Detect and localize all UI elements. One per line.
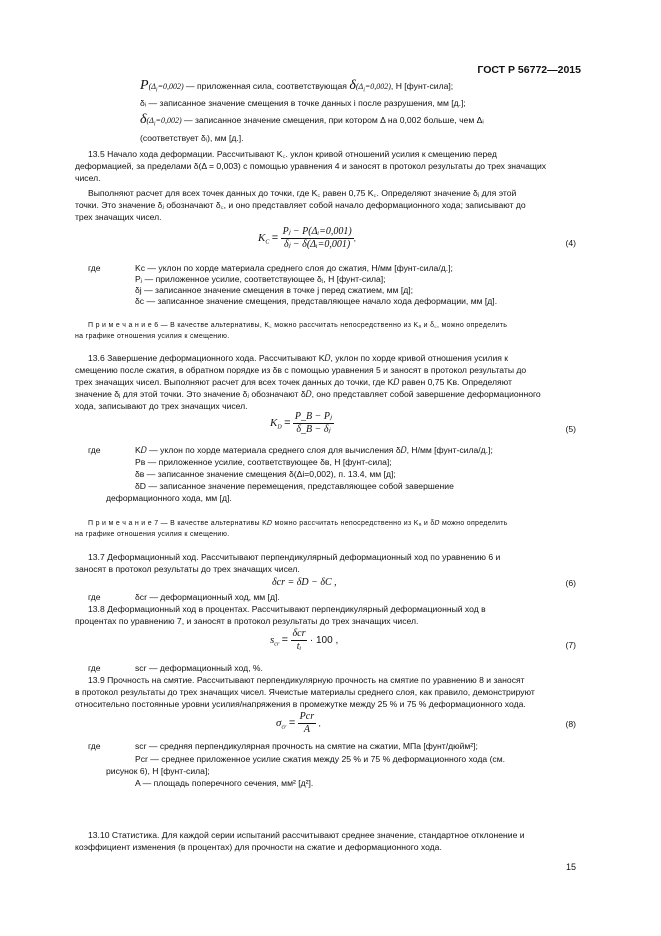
- where8-item3: A — площадь поперечного сечения, мм² [д²].: [135, 778, 314, 788]
- equation-5: $K_D$ = $\frac{\text{P\_B − Pⱼ}}{\text{δ\_B − δⱼ}}$: [270, 411, 332, 435]
- eq7-numerator: δcr: [292, 628, 306, 639]
- equation-6: δcr = δD − δC ,: [272, 577, 337, 588]
- p-delta: δ: [349, 78, 356, 93]
- s13-8-line1: 13.8 Деформационный ход в процентах. Рассчитывают перпендикулярный деформационный ход в: [88, 604, 486, 614]
- p-unit: , Н [фунт-сила];: [390, 81, 454, 91]
- eq8-lhs: σ: [276, 716, 282, 729]
- eq5-fraction: [293, 411, 334, 436]
- eq4-lhs-sub: C: [265, 239, 270, 246]
- eq5-number: (5): [565, 424, 576, 434]
- eq8-lhs-sub: cr: [281, 724, 287, 731]
- where8-item2b: рисунок 6), Н [фунт-сила];: [106, 766, 210, 776]
- page-number: 15: [565, 862, 576, 872]
- document-code: ГОСТ Р 56772—2015: [477, 64, 581, 76]
- s13-10-line2: коэффициент изменения (в процентах) для прочности на сжатие и деформационного хода.: [75, 842, 442, 852]
- s13-6-line5: хода, записывают до трех значащих чисел.: [75, 401, 248, 411]
- s13-6-line2: смещению после сжатия, в обратном порядке из δв с помощью уравнения 5 и заносят в протокол результаты до: [75, 365, 527, 375]
- eq4-denominator: δⱼ − δ(Δᵢ=0,001): [284, 239, 351, 250]
- eq5-denominator: δ_B − δⱼ: [296, 424, 331, 435]
- note6-line2: на графике отношения усилия к смещению.: [75, 333, 230, 340]
- eq8-tail: ,: [318, 717, 321, 728]
- s13-7-line1: 13.7 Деформационный ход. Рассчитывают перпендикулярный деформационный ход по уравнению 6 и: [88, 552, 501, 562]
- where4-item1: Kc — уклон по хорде материала среднего слоя до сжатия, Н/мм [фунт-сила/д.];: [135, 263, 453, 273]
- eq4-number: (4): [565, 238, 576, 248]
- where5-item2: Pв — приложенное усилие, соответствующее δв, Н [фунт-сила];: [135, 457, 392, 467]
- where4-gde: где: [88, 263, 101, 273]
- s13-9-line3: относительно постоянные уровни усилия/напряжения в промежутке между 25 % и 75 % деформационного хода.: [75, 699, 526, 709]
- where4-item4: δc — записанное значение смещения, представляющее начало хода деформации, мм [д].: [135, 296, 498, 306]
- where5-gde: где: [88, 445, 101, 455]
- s13-5-line5: точки. Это значение δⱼ обозначают δ꜀, и оно представляет собой начало деформационного хода; записывают до: [75, 200, 526, 210]
- where5-item4a: δD — записанное значение перемещения, представляющее собой завершение: [135, 481, 454, 491]
- equation-8: $\sigma_{cr}$ = $\frac{\text{Pcr}}{A}$ ,: [276, 711, 321, 735]
- eq8-number: (8): [565, 719, 576, 729]
- s13-9-line1: 13.9 Прочность на смятие. Рассчитывают перпендикулярную прочность на смятие по уравнению 8 и заносят: [88, 675, 525, 685]
- note7-line2: на графике отношения усилия к смещению.: [75, 531, 230, 538]
- s13-10-line1: 13.10 Статистика. Для каждой серии испытаний рассчитывают среднее значение, стандартное отклонение и: [88, 830, 525, 840]
- eq8-numerator: Pcr: [299, 711, 315, 722]
- eq7-tail: · 100 ,: [309, 634, 339, 646]
- note7-line1: П р и м е ч а н и е 7 — В качестве альтернативы K𝐷 можно рассчитать непосредственно из Kₐ и δ𝐷 можно определить: [88, 520, 508, 527]
- where7-gde: где: [88, 663, 101, 673]
- s13-5-line4: Выполняют расчет для всех точек данных до точки, где K꜀ равен 0,75 K꜀. Определяют значение δⱼ для этой: [88, 188, 517, 198]
- s13-6-line1: 13.6 Завершение деформационного хода. Рассчитывают K𝐷, уклон по хорде кривой отношения усилия к: [88, 353, 509, 363]
- equation-7: $s_{cr}$ = $\frac{\text{δcr}}{\text{tᵢ}}$ · 100 ,: [270, 628, 339, 652]
- eq7-lhs: s: [270, 633, 275, 646]
- s13-6-line3: трех значащих чисел. Выполняют расчет для всех точек данных до точки, где K𝐷 равен 0,75 Kв. Определяют: [75, 377, 512, 387]
- where8-item2a: Pcr — среднее приложенное усилие сжатия между 25 % и 75 % деформационного хода (см.: [135, 754, 506, 764]
- note6-line1: П р и м е ч а н и е 6 — В качестве альтернативы, K꜀ можно рассчитать непосредственно из Kₐ и δ꜀, можно определить: [88, 322, 508, 329]
- equation-4: $K_C$ = $\frac{\text{Pⱼ − P(Δᵢ=0,001)}}{\text{δⱼ − δ(Δᵢ=0,001)}}$ ,: [258, 226, 357, 250]
- def-d: $\delta(\Delta_i=0,002)$ — записанное значение смещения, при котором Δ на 0,002 больше, чем Δᵢ: [140, 112, 484, 128]
- def-p: $P(\Delta_i=0,002)$ — приложенная сила, соответствующая $\delta(\Delta_i=0,002)$, Н [фунт-сила];: [140, 78, 454, 94]
- s13-5-line3: чисел.: [75, 173, 101, 183]
- where6-item1: δcr — деформационный ход, мм [д].: [135, 592, 280, 602]
- p-text: — приложенная сила, соответствующая: [186, 81, 347, 91]
- where4-item3: δj — записанное значение смещения в точке j перед сжатием, мм [д];: [135, 285, 414, 295]
- where8-gde: где: [88, 741, 101, 751]
- s13-5-line6: трех значащих чисел.: [75, 212, 162, 222]
- where8-item1: scr — средняя перпендикулярная прочность на смятие на сжатии, МПа [фунт/дюйм²];: [135, 741, 478, 751]
- eq7-denominator: tᵢ: [296, 641, 302, 652]
- p-symbol: P: [140, 78, 149, 93]
- def-di: δᵢ — записанное значение смещения в точке данных i после разрушения, мм [д.];: [140, 98, 466, 108]
- eq7-fraction: [291, 628, 308, 653]
- where5-item4b: деформационного хода, мм [д].: [106, 493, 232, 503]
- s13-5-line2: деформацией, за пределами δ(Δ = 0,003) с помощью уравнения 4 и заносят в протокол результаты до трех значащих: [75, 161, 547, 171]
- where6-gde: где: [88, 592, 101, 602]
- eq6-number: (6): [565, 578, 576, 588]
- eq5-lhs-sub: D: [277, 424, 282, 431]
- eq4-lhs: K: [258, 231, 266, 244]
- eq8-denominator: A: [303, 724, 310, 735]
- eq7-number: (7): [565, 640, 576, 650]
- eq4-numerator: Pⱼ − P(Δᵢ=0,001): [282, 226, 352, 237]
- s13-7-line2: заносят в протокол результаты до трех значащих чисел.: [75, 564, 300, 574]
- eq5-lhs: K: [270, 416, 278, 429]
- where5-item3: δв — записанное значение смещения δ(Δi=0,002), п. 13.4, мм [д];: [135, 469, 396, 479]
- p-sub: (Δ: [148, 82, 156, 91]
- s13-5-line1: 13.5 Начало хода деформации. Рассчитывают K꜀. уклон кривой отношений усилия к смещению перед: [88, 149, 497, 159]
- eq5-numerator: P_B − Pⱼ: [294, 411, 332, 422]
- eq7-lhs-sub: cr: [274, 641, 280, 648]
- p-sub-i: i: [155, 87, 158, 94]
- def-d-cont: (соответствует δᵢ), мм [д.].: [140, 133, 244, 143]
- where7-item1: scr — деформационный ход, %.: [135, 663, 263, 673]
- where5-item1: K𝐷 — уклон по хорде материала среднего слоя для вычисления δ𝐷, Н/мм [фунт-сила/д.];: [135, 445, 493, 455]
- s13-9-line2: в протокол результаты до трех значащих чисел. Ячеистые материалы среднего слоя, как правило, демонстрируют: [75, 687, 535, 697]
- eq8-fraction: [298, 711, 316, 736]
- s13-6-line4: значение δⱼ для этой точки. Это значение δⱼ обозначают δ𝐷, оно представляет собой завершение деформационного: [75, 389, 541, 399]
- where4-item2: Pⱼ — приложенное усилие, соответствующее δⱼ, Н [фунт-сила];: [135, 274, 386, 284]
- d-text: — записанное значение смещения, при котором Δ на 0,002 больше, чем Δᵢ: [184, 115, 484, 125]
- s13-8-line2: процентах по уравнению 7, и заносят в протокол результаты до трех значащих чисел.: [75, 616, 419, 626]
- p-sub-val: =0,002): [157, 82, 184, 91]
- eq4-fraction: [281, 226, 354, 251]
